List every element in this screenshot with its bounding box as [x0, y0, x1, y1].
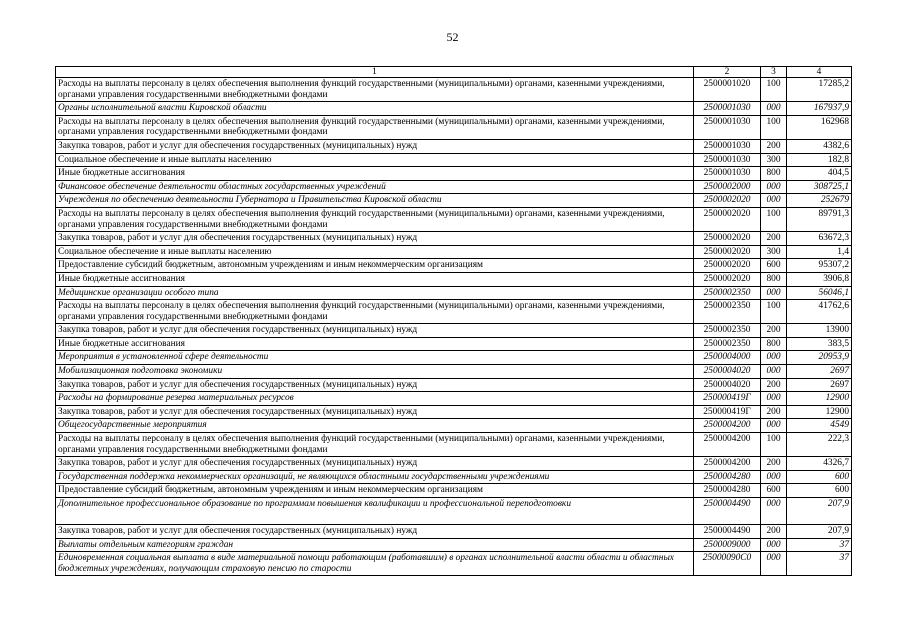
table-row	[56, 194, 852, 208]
row-name-cell: Предоставление субсидий бюджетным, автономным учреждениям и иным некоммерческим организациям	[56, 484, 694, 498]
row-code-cell: 2500002020	[694, 232, 761, 246]
row-name-cell: Выплаты отдельным категориям граждан	[56, 538, 694, 552]
table-row	[56, 115, 852, 139]
row-code-cell: 2500002020	[694, 207, 761, 231]
row-amount-cell: 3906,8	[787, 272, 852, 286]
row-name-cell: Закупка товаров, работ и услуг для обеспечения государственных (муниципальных) нужд	[56, 139, 694, 153]
table-row	[56, 102, 852, 116]
row-code-cell: 2500004280	[694, 470, 761, 484]
row-amount-cell: 4326,7	[787, 457, 852, 471]
row-name-cell: Закупка товаров, работ и услуг для обеспечения государственных (муниципальных) нужд	[56, 324, 694, 338]
budget-table	[55, 66, 852, 576]
row-type-cell: 300	[761, 245, 787, 259]
row-name-cell: Единовременная социальная выплата в виде материальной помощи работающим (работавшим) в органах исполнительной власти области и областных бюджетных учреждениях, получающим страховую пенсию по старости	[56, 552, 694, 576]
row-name-cell: Расходы на выплаты персоналу в целях обеспечения выполнения функций государственными (муниципальными) органами, казенными учреждениями, органами управления государственными внебюджетными фондами	[56, 78, 694, 102]
row-amount-cell: 17285,2	[787, 78, 852, 102]
row-code-cell: 2500004020	[694, 378, 761, 392]
row-name-cell: Закупка товаров, работ и услуг для обеспечения государственных (муниципальных) нужд	[56, 232, 694, 246]
row-code-cell: 2500001030	[694, 139, 761, 153]
table-row	[56, 457, 852, 471]
row-code-cell: 2500004280	[694, 484, 761, 498]
table-row	[56, 433, 852, 457]
row-name-cell: Дополнительное профессиональное образование по программам повышения квалификации и профессиональной переподготовки	[56, 498, 694, 525]
row-name-cell: Расходы на выплаты персоналу в целях обеспечения выполнения функций государственными (муниципальными) органами, казенными учреждениями, органами управления государственными внебюджетными фондами	[56, 300, 694, 324]
table-row	[56, 180, 852, 194]
row-code-cell: 2500002020	[694, 245, 761, 259]
row-code-cell: 2500002020	[694, 272, 761, 286]
row-amount-cell: 2697	[787, 378, 852, 392]
row-amount-cell: 1,4	[787, 245, 852, 259]
table-row	[56, 351, 852, 365]
table-row	[56, 153, 852, 167]
table-row	[56, 470, 852, 484]
row-type-cell: 200	[761, 525, 787, 539]
page-number: 52	[446, 30, 459, 44]
row-name-cell: Социальное обеспечение и иные выплаты населению	[56, 153, 694, 167]
row-code-cell: 2500009000	[694, 538, 761, 552]
table-header-row	[56, 67, 852, 78]
header-col-1: 1	[56, 67, 694, 78]
row-type-cell: 100	[761, 300, 787, 324]
table-row	[56, 207, 852, 231]
row-name-cell: Закупка товаров, работ и услуг для обеспечения государственных (муниципальных) нужд	[56, 378, 694, 392]
header-col-4: 4	[787, 67, 852, 78]
table-row	[56, 525, 852, 539]
row-name-cell: Иные бюджетные ассигнования	[56, 337, 694, 351]
row-type-cell: 200	[761, 378, 787, 392]
row-amount-cell: 182,8	[787, 153, 852, 167]
row-amount-cell: 13900	[787, 324, 852, 338]
row-type-cell: 000	[761, 392, 787, 406]
row-type-cell: 200	[761, 405, 787, 419]
row-amount-cell: 162968	[787, 115, 852, 139]
table-row	[56, 167, 852, 181]
row-type-cell: 100	[761, 433, 787, 457]
row-type-cell: 600	[761, 259, 787, 273]
row-name-cell: Социальное обеспечение и иные выплаты населению	[56, 245, 694, 259]
row-code-cell: 2500002020	[694, 259, 761, 273]
row-type-cell: 600	[761, 484, 787, 498]
table-row	[56, 272, 852, 286]
row-type-cell: 100	[761, 78, 787, 102]
row-name-cell: Расходы на выплаты персоналу в целях обеспечения выполнения функций государственными (муниципальными) органами, казенными учреждениями, органами управления государственными внебюджетными фондами	[56, 115, 694, 139]
table-row	[56, 78, 852, 102]
row-code-cell: 2500002350	[694, 286, 761, 300]
row-name-cell: Предоставление субсидий бюджетным, автономным учреждениям и иным некоммерческим организациям	[56, 259, 694, 273]
row-amount-cell: 12900	[787, 405, 852, 419]
row-name-cell: Расходы на выплаты персоналу в целях обеспечения выполнения функций государственными (муниципальными) органами, казенными учреждениями, органами управления государственными внебюджетными фондами	[56, 433, 694, 457]
row-name-cell: Закупка товаров, работ и услуг для обеспечения государственных (муниципальных) нужд	[56, 457, 694, 471]
row-amount-cell: 167937,9	[787, 102, 852, 116]
row-amount-cell: 207,9	[787, 525, 852, 539]
row-name-cell: Органы исполнительной власти Кировской области	[56, 102, 694, 116]
row-amount-cell: 95307,2	[787, 259, 852, 273]
row-amount-cell: 404,5	[787, 167, 852, 181]
row-type-cell: 800	[761, 337, 787, 351]
row-amount-cell: 41762,6	[787, 300, 852, 324]
row-type-cell: 800	[761, 272, 787, 286]
row-code-cell: 250000419Г	[694, 405, 761, 419]
row-code-cell: 2500002350	[694, 324, 761, 338]
table-row	[56, 245, 852, 259]
table-row	[56, 484, 852, 498]
table-row	[56, 286, 852, 300]
row-code-cell: 2500001030	[694, 167, 761, 181]
row-name-cell: Государственная поддержка некоммерческих организаций, не являющихся областными государственными учреждениями	[56, 470, 694, 484]
row-amount-cell: 207,9	[787, 498, 852, 525]
table-row	[56, 378, 852, 392]
table-row	[56, 139, 852, 153]
row-type-cell: 000	[761, 102, 787, 116]
row-amount-cell: 4549	[787, 419, 852, 433]
row-code-cell: 2500004490	[694, 525, 761, 539]
row-type-cell: 000	[761, 365, 787, 379]
row-name-cell: Иные бюджетные ассигнования	[56, 167, 694, 181]
row-type-cell: 200	[761, 232, 787, 246]
row-name-cell: Финансовое обеспечение деятельности областных государственных учреждений	[56, 180, 694, 194]
row-code-cell: 2500002000	[694, 180, 761, 194]
row-type-cell: 200	[761, 457, 787, 471]
row-name-cell: Расходы на формирование резерва материальных ресурсов	[56, 392, 694, 406]
row-code-cell: 2500004000	[694, 351, 761, 365]
row-code-cell: 25000090С0	[694, 552, 761, 576]
row-code-cell: 2500004200	[694, 419, 761, 433]
row-code-cell: 2500001030	[694, 102, 761, 116]
row-type-cell: 000	[761, 180, 787, 194]
row-amount-cell: 12900	[787, 392, 852, 406]
row-amount-cell: 308725,1	[787, 180, 852, 194]
row-code-cell: 2500001030	[694, 153, 761, 167]
row-type-cell: 800	[761, 167, 787, 181]
header-col-2: 2	[694, 67, 761, 78]
row-amount-cell: 37	[787, 552, 852, 576]
row-amount-cell: 600	[787, 484, 852, 498]
row-type-cell: 200	[761, 324, 787, 338]
row-amount-cell: 4382,6	[787, 139, 852, 153]
row-code-cell: 2500004490	[694, 498, 761, 525]
row-type-cell: 000	[761, 286, 787, 300]
row-name-cell: Медицинские организации особого типа	[56, 286, 694, 300]
row-type-cell: 000	[761, 552, 787, 576]
row-type-cell: 100	[761, 115, 787, 139]
row-amount-cell: 600	[787, 470, 852, 484]
row-code-cell: 2500002350	[694, 300, 761, 324]
table-row	[56, 259, 852, 273]
row-name-cell: Общегосударственные мероприятия	[56, 419, 694, 433]
row-amount-cell: 89791,3	[787, 207, 852, 231]
row-amount-cell: 2697	[787, 365, 852, 379]
row-code-cell: 2500004200	[694, 433, 761, 457]
row-code-cell: 2500004020	[694, 365, 761, 379]
row-type-cell: 100	[761, 207, 787, 231]
row-code-cell: 250000419Г	[694, 392, 761, 406]
table-body	[56, 78, 852, 576]
row-amount-cell: 37	[787, 538, 852, 552]
table-row	[56, 538, 852, 552]
row-code-cell: 2500001030	[694, 115, 761, 139]
table-row	[56, 232, 852, 246]
row-amount-cell: 63672,3	[787, 232, 852, 246]
table-row	[56, 337, 852, 351]
row-code-cell: 2500001020	[694, 78, 761, 102]
table-row	[56, 419, 852, 433]
table-row	[56, 405, 852, 419]
row-type-cell: 000	[761, 470, 787, 484]
row-name-cell: Закупка товаров, работ и услуг для обеспечения государственных (муниципальных) нужд	[56, 525, 694, 539]
row-code-cell: 2500002020	[694, 194, 761, 208]
row-type-cell: 000	[761, 498, 787, 525]
row-amount-cell: 222,3	[787, 433, 852, 457]
row-amount-cell: 56046,1	[787, 286, 852, 300]
row-type-cell: 200	[761, 139, 787, 153]
row-type-cell: 000	[761, 194, 787, 208]
table-row	[56, 300, 852, 324]
row-amount-cell: 20953,9	[787, 351, 852, 365]
table-row	[56, 498, 852, 525]
row-type-cell: 000	[761, 538, 787, 552]
table-row	[56, 324, 852, 338]
row-type-cell: 000	[761, 419, 787, 433]
row-code-cell: 2500002350	[694, 337, 761, 351]
row-type-cell: 000	[761, 351, 787, 365]
row-type-cell: 300	[761, 153, 787, 167]
row-code-cell: 2500004200	[694, 457, 761, 471]
row-name-cell: Иные бюджетные ассигнования	[56, 272, 694, 286]
table-row	[56, 392, 852, 406]
row-name-cell: Мобилизационная подготовка экономики	[56, 365, 694, 379]
row-amount-cell: 383,5	[787, 337, 852, 351]
row-name-cell: Расходы на выплаты персоналу в целях обеспечения выполнения функций государственными (муниципальными) органами, казенными учреждениями, органами управления государственными внебюджетными фондами	[56, 207, 694, 231]
header-col-3: 3	[761, 67, 787, 78]
row-name-cell: Учреждения по обеспечению деятельности Губернатора и Правительства Кировской области	[56, 194, 694, 208]
row-name-cell: Закупка товаров, работ и услуг для обеспечения государственных (муниципальных) нужд	[56, 405, 694, 419]
table-row	[56, 365, 852, 379]
row-name-cell: Мероприятия в установленной сфере деятельности	[56, 351, 694, 365]
row-amount-cell: 252679	[787, 194, 852, 208]
table-row	[56, 552, 852, 576]
